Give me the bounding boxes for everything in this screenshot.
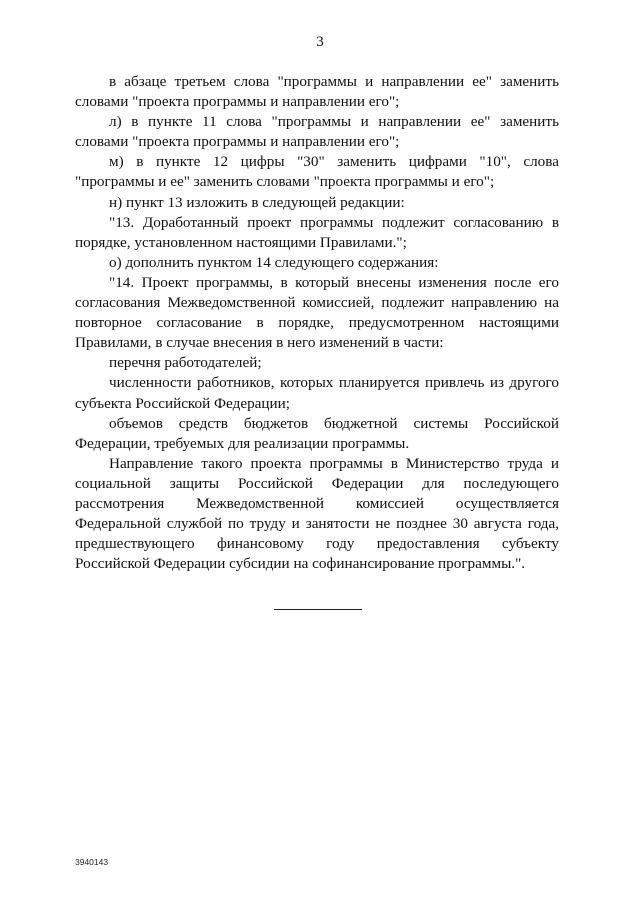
paragraph: перечня работодателей; xyxy=(109,354,262,372)
paragraph: в абзаце третьем слова "программы и направлении ее" заменить словами "проекта программы и направлении его"; xyxy=(75,73,559,111)
document-code: 3940143 xyxy=(75,857,109,867)
paragraph: о) дополнить пунктом 14 следующего содержания: xyxy=(109,253,439,271)
paragraph: численности работников, которых планируется привлечь из другого субъекта Российской Федерации; xyxy=(75,374,559,412)
paragraph: л) в пункте 11 слова "программы и направлении ее" заменить словами "проекта программы и направлении его"; xyxy=(75,113,559,151)
document-body xyxy=(75,72,559,574)
paragraph: объемов средств бюджетов бюджетной системы Российской Федерации, требуемых для реализации программы. xyxy=(75,414,559,452)
page-number: 3 xyxy=(316,34,324,50)
paragraph: "13. Доработанный проект программы подлежит согласованию в порядке, установленном настоящими Правилами."; xyxy=(75,213,559,251)
end-divider xyxy=(274,609,362,610)
paragraph: "14. Проект программы, в который внесены изменения после его согласования Межведомственной комиссией, подлежит направлению на повторное согласование в порядке, предусмотренном настоящими Правилами, в случае внесения в него изменений в части: xyxy=(75,273,559,352)
paragraph: н) пункт 13 изложить в следующей редакции: xyxy=(109,193,405,211)
paragraph: м) в пункте 12 цифры "30" заменить цифрами "10", слова "программы и ее" заменить словами "проекта программы и его"; xyxy=(75,153,559,191)
paragraph: Направление такого проекта программы в Министерство труда и социальной защиты Российской Федерации для последующего рассмотрения Межведомственной комиссией осуществляется Федеральной службой по труду и занятости не позднее 30 августа года, предшествующего финансовому году предоставления субъекту Российской Федерации субсидии на софинансирование программы.". xyxy=(75,454,559,573)
